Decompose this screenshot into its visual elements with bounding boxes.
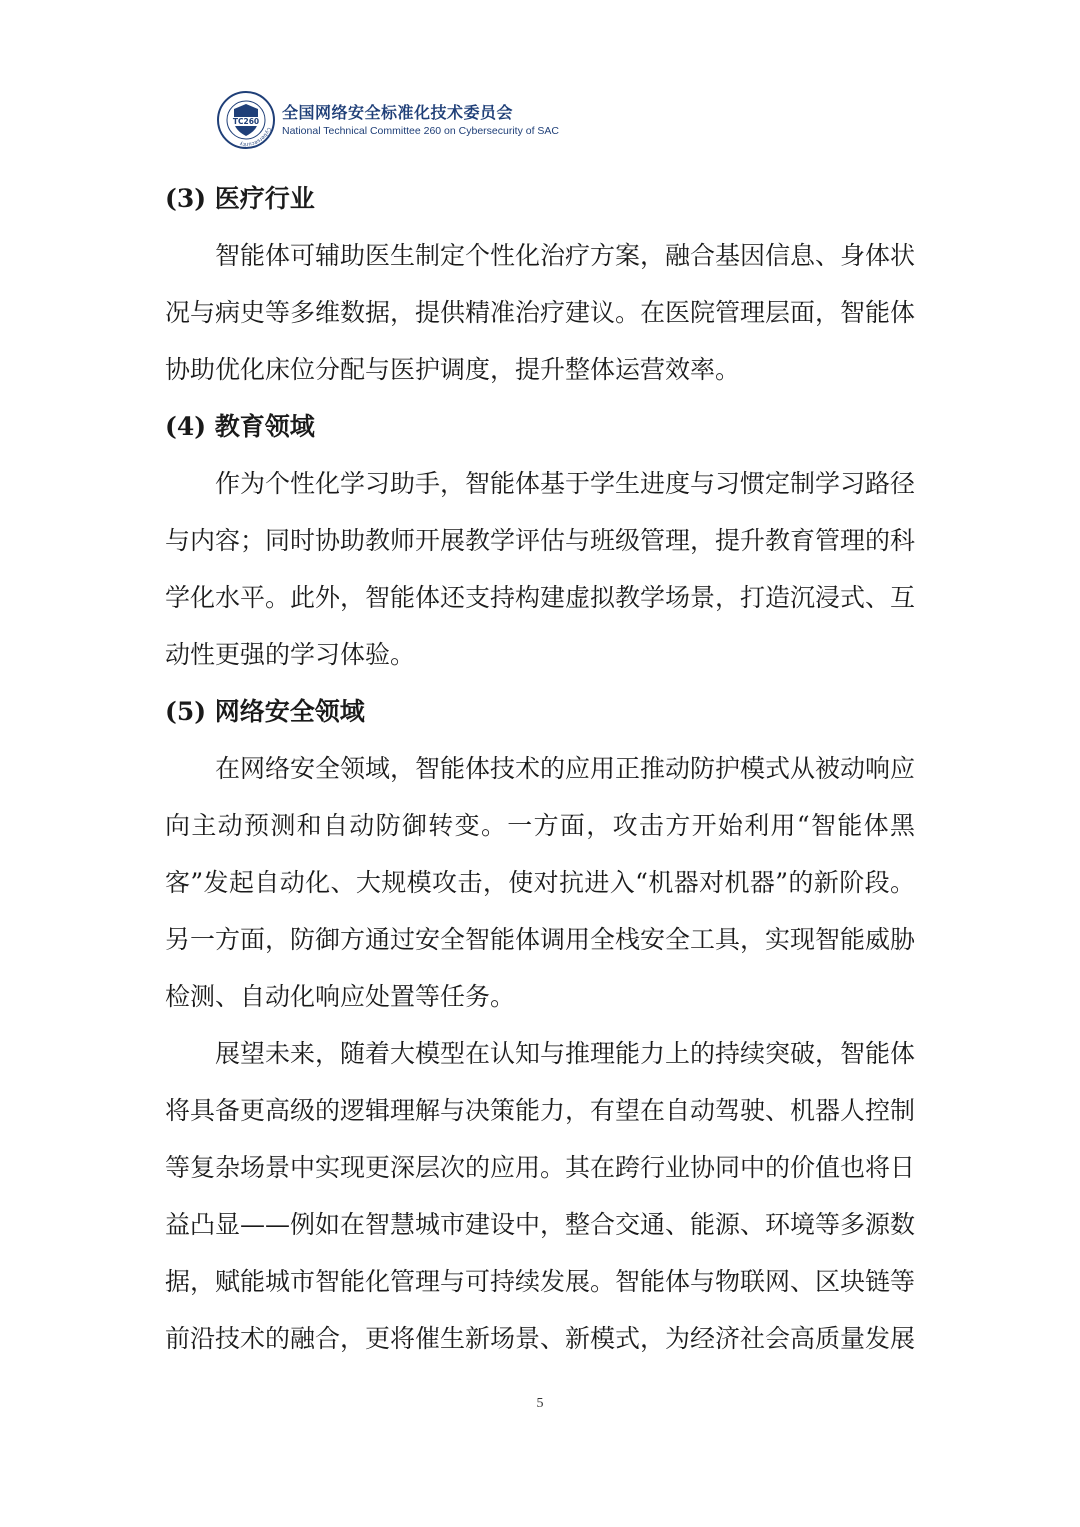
paragraph-line: 与内容；同时协助教师开展教学评估与班级管理，提升教育管理的科 <box>165 526 916 555</box>
paragraph-line: 据，赋能城市智能化管理与可持续发展。智能体与物联网、区块链等 <box>165 1267 916 1296</box>
paragraph-line: 检测、自动化响应处置等任务。 <box>165 982 516 1011</box>
paragraph-line: 客”发起自动化、大规模攻击，使对抗进入“机器对机器”的新阶段。 <box>165 868 915 897</box>
paragraph-line: 作为个性化学习助手，智能体基于学生进度与习惯定制学习路径 <box>215 469 916 498</box>
paragraph-line: 等复杂场景中实现更深层次的应用。其在跨行业协同中的价值也将日 <box>165 1153 916 1182</box>
paragraph-line: 动性更强的学习体验。 <box>165 640 416 669</box>
paragraph-line: 学化水平。此外，智能体还支持构建虚拟教学场景，打造沉浸式、互 <box>165 583 916 612</box>
organization-name-cn: 全国网络安全标准化技术委员会 <box>282 102 514 122</box>
document-body <box>165 170 915 1367</box>
paragraph <box>165 455 915 683</box>
paragraph-line: 在网络安全领域，智能体技术的应用正推动防护模式从被动响应 <box>215 754 916 783</box>
section-heading-cybersecurity: (5) 网络安全领域 <box>165 697 365 726</box>
tc260-logo-icon <box>216 90 276 150</box>
section-heading-education: (4) 教育领域 <box>165 412 315 441</box>
paragraph-line: 前沿技术的融合，更将催生新场景、新模式，为经济社会高质量发展 <box>165 1324 916 1353</box>
paragraph-line: 向主动预测和自动防御转变。一方面，攻击方开始利用“智能体黑 <box>165 811 915 840</box>
paragraph <box>165 740 915 1025</box>
paragraph-line: 益凸显——例如在智慧城市建设中，整合交通、能源、环境等多源数 <box>165 1210 916 1239</box>
organization-name-en: National Technical Committee 260 on Cybersecurity of SAC <box>282 124 560 137</box>
paragraph <box>165 1025 915 1367</box>
section-heading-medical: (3) 医疗行业 <box>165 184 315 213</box>
paragraph-line: 协助优化床位分配与医护调度，提升整体运营效率。 <box>165 355 741 384</box>
svg-text:Cybersecurity: Cybersecurity <box>239 126 272 148</box>
paragraph-line: 将具备更高级的逻辑理解与决策能力，有望在自动驾驶、机器人控制 <box>165 1096 916 1125</box>
document-header <box>216 88 559 152</box>
svg-text:TC260: TC260 <box>232 117 260 126</box>
paragraph-line: 展望未来，随着大模型在认知与推理能力上的持续突破，智能体 <box>215 1039 916 1068</box>
paragraph-line: 况与病史等多维数据，提供精准治疗建议。在医院管理层面，智能体 <box>165 298 916 327</box>
paragraph-line: 另一方面，防御方通过安全智能体调用全栈安全工具，实现智能威胁 <box>165 925 916 954</box>
paragraph-line: 智能体可辅助医生制定个性化治疗方案，融合基因信息、身体状 <box>215 241 916 270</box>
paragraph <box>165 227 915 398</box>
organization-name <box>282 103 559 138</box>
page-number: 5 <box>536 1396 544 1411</box>
